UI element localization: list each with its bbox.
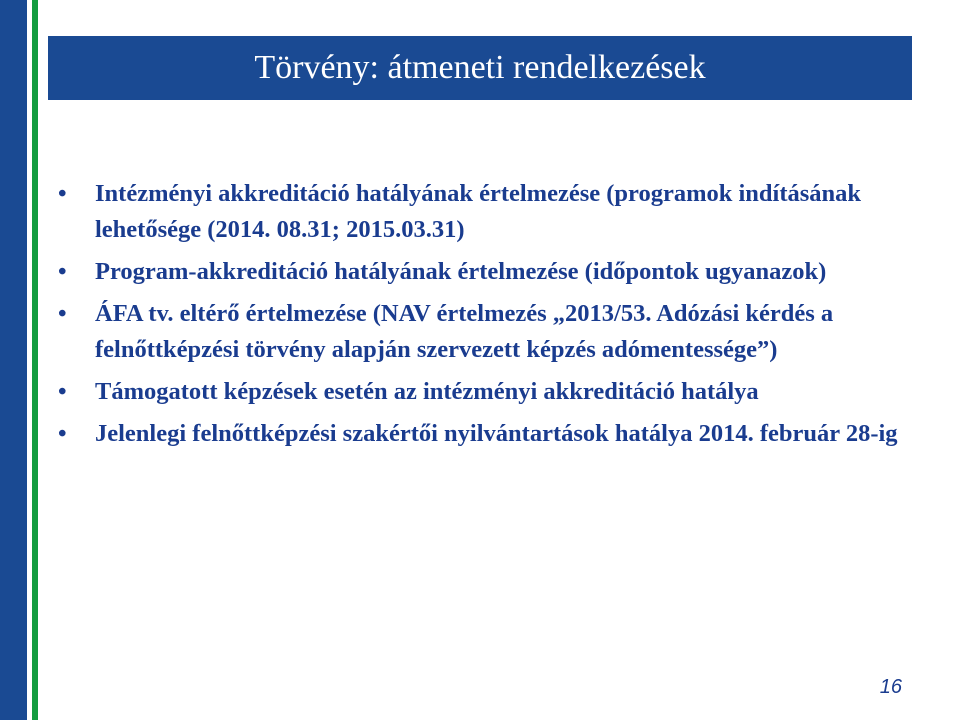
bullet-item	[55, 416, 915, 452]
bullet-item	[55, 296, 915, 368]
slide-title: Törvény: átmeneti rendelkezések	[48, 36, 912, 100]
bullet-text: Program-akkreditáció hatályának értelmezése (időpontok ugyanazok)	[95, 258, 827, 285]
bullet-icon: •	[58, 420, 67, 447]
bullet-item	[55, 374, 915, 410]
bullet-text: Támogatott képzések esetén az intézményi akkreditáció hatálya	[95, 378, 759, 405]
bullet-icon: •	[58, 378, 67, 405]
bullet-item	[55, 254, 915, 290]
bullet-icon: •	[58, 180, 67, 207]
left-decorative-bar-blue	[0, 0, 27, 720]
bullet-list	[55, 176, 915, 458]
bullet-icon: •	[58, 258, 67, 285]
bullet-text: Jelenlegi felnőttképzési szakértői nyilvántartások hatálya 2014. február 28-ig	[95, 420, 898, 447]
bullet-text: Intézményi akkreditáció hatályának értelmezése (programok indításának lehetősége (2014. 08.31; 2015.03.31)	[95, 180, 862, 243]
bullet-text: ÁFA tv. eltérő értelmezése (NAV értelmezés „2013/53. Adózási kérdés a felnőttképzési törvény alapján szervezett képzés adómentessége”)	[95, 300, 834, 363]
bullet-icon: •	[58, 300, 67, 327]
bullet-item	[55, 176, 915, 248]
left-decorative-bar-green	[32, 0, 38, 720]
page-number: 16	[879, 676, 902, 698]
